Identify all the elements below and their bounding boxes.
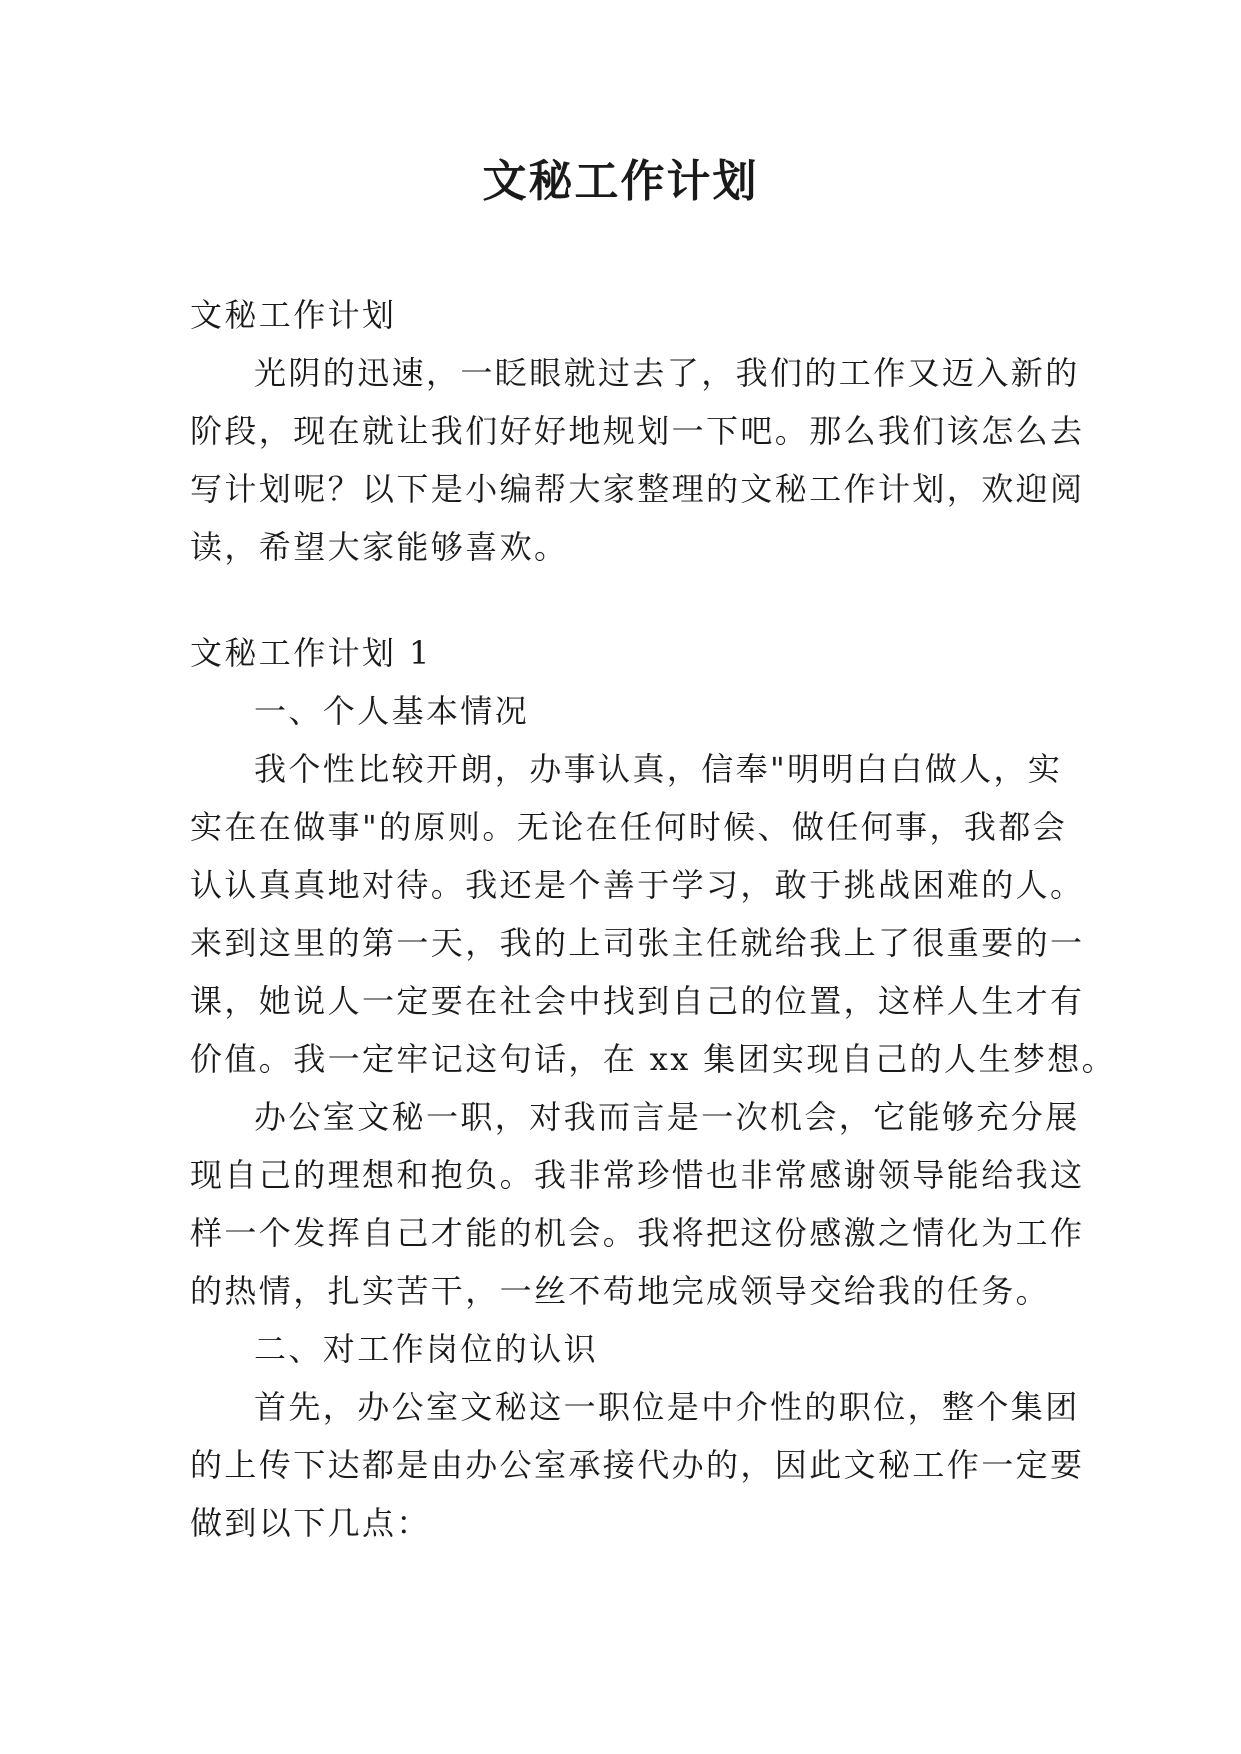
text-line: 价值。我一定牢记这句话，在 xx 集团实现自己的人生梦想。 [190, 1040, 1117, 1078]
text-line: 二、对工作岗位的认识 [254, 1330, 599, 1368]
text-line: 写计划呢？以下是小编帮大家整理的文秘工作计划，欢迎阅 [190, 470, 1085, 508]
text-line: 的热情，扎实苦干，一丝不苟地完成领导交给我的任务。 [190, 1272, 1051, 1310]
text-line: 样一个发挥自己才能的机会。我将把这份感激之情化为工作 [190, 1214, 1085, 1252]
text-line: 首先，办公室文秘这一职位是中介性的职位，整个集团 [254, 1388, 1080, 1426]
text-line: 的上传下达都是由办公室承接代办的，因此文秘工作一定要 [190, 1446, 1085, 1484]
document-body [190, 286, 1117, 1552]
text-line: 读，希望大家能够喜欢。 [190, 528, 569, 566]
text-line: 我个性比较开朗，办事认真，信奉"明明白白做人，实 [254, 750, 1063, 788]
text-line: 认认真真地对待。我还是个善于学习，敢于挑战困难的人。 [190, 866, 1085, 904]
text-line: 阶段，现在就让我们好好地规划一下吧。那么我们该怎么去 [190, 412, 1085, 450]
document-title: 文秘工作计划 [482, 156, 759, 207]
text-line: 来到这里的第一天，我的上司张主任就给我上了很重要的一 [190, 924, 1085, 962]
text-line: 课，她说人一定要在社会中找到自己的位置，这样人生才有 [190, 982, 1085, 1020]
text-line: 文秘工作计划 1 [190, 634, 432, 672]
text-line: 文秘工作计划 [190, 296, 397, 334]
text-line: 办公室文秘一职，对我而言是一次机会，它能够充分展 [254, 1098, 1080, 1136]
text-line: 光阴的迅速，一眨眼就过去了，我们的工作又迈入新的 [254, 354, 1080, 392]
text-line: 现自己的理想和抱负。我非常珍惜也非常感谢领导能给我这 [190, 1156, 1085, 1194]
text-line: 实在在做事"的原则。无论在任何时候、做任何事，我都会 [190, 808, 1068, 846]
paragraph-gap [190, 576, 1056, 624]
text-line: 一、个人基本情况 [254, 692, 530, 730]
text-line: 做到以下几点： [190, 1504, 431, 1542]
